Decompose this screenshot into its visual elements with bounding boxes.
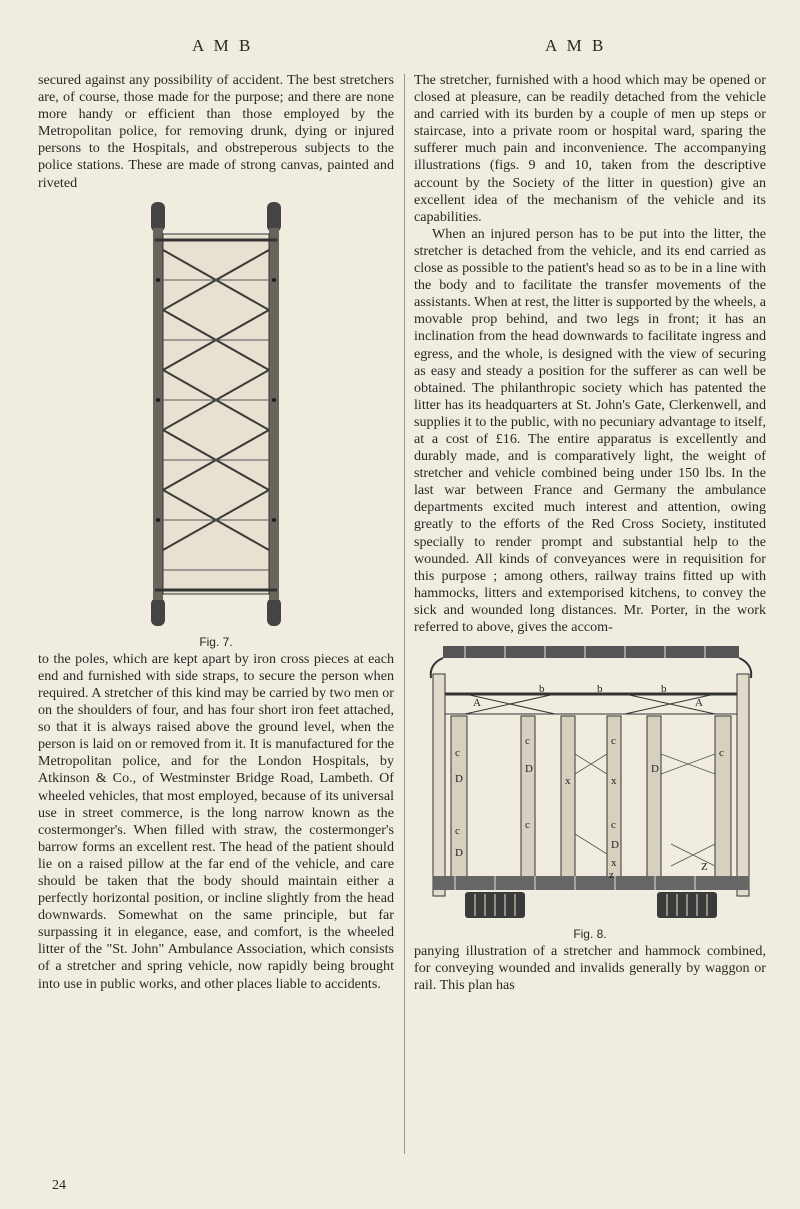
column-divider	[404, 74, 405, 1154]
fig8-label-x1: x	[565, 775, 571, 788]
fig8-label-A: A	[473, 697, 481, 710]
fig8-label-z: z	[609, 869, 614, 882]
fig8-label-x3: x	[611, 857, 617, 870]
fig8-label-c1: c	[455, 747, 460, 760]
fig8-label-b2: b	[597, 683, 603, 696]
fig8-label-c3: c	[611, 735, 616, 748]
fig8-label-c2: c	[525, 735, 530, 748]
figure-8-caption: Fig. 8.	[573, 927, 607, 942]
fig8-label-D3: D	[651, 763, 659, 776]
left-column	[38, 72, 394, 993]
left-paragraph-1: secured against any possibility of accident. The best stretchers are, of course, those made for the purpose; and there are none more handy or efficient than those employed by the Metropolitan police, for removing drunk, dying or injured persons to the Hospitals, and obstreperous subjects to the police stations. These are made of strong canvas, painted and riveted	[38, 72, 394, 191]
right-paragraph-1: The stretcher, furnished with a hood which may be opened or closed at pleasure, can be readily detached from the vehicle and carried with its burden by a couple of men up steps or staircase, into a private room or hospital ward, sparing the sufferer much pain and inconvenience. The accompanying illustrations (figs. 9 and 10, taken from the descriptive account by the Society of the litter in question) give an excellent idea of the mechanism of the vehicle and its capabilities.	[414, 72, 766, 225]
right-paragraph-3: panying illustration of a stretcher and hammock combined, for conveying wounded and invalids generally by waggon or rail. This plan has	[414, 943, 766, 994]
fig8-label-Z: Z	[701, 861, 708, 874]
running-header	[0, 36, 800, 60]
fig8-label-x2: x	[611, 775, 617, 788]
figure-7-stretcher	[141, 200, 291, 630]
fig8-label-c6: c	[525, 819, 530, 832]
fig8-label-b1: b	[539, 683, 545, 696]
left-paragraph-2: to the poles, which are kept apart by iron cross pieces at each end and furnished with side straps, to secure the person when required. A stretcher of this kind may be carried by two men or on the shoulders of four, and has four short iron feet attached, so that it is always raised above the ground level, when the person is laid on or removed from it. It is manufactured for the Metropolitan police, and for the London Hospitals, by Atkinson & Co., of Westminster Bridge Road, Lambeth. Of wheeled vehicles, that most employed, because of its universal use in street commerce, is the long narrow known as the costermonger's. When filled with straw, the costermonger's barrow forms an excellent rest. The head of the patient should lie on a raised pillow at the far end of the vehicle, and care should be taken that the body should maintain either a perfectly horizontal position, or incline slightly from the head downwards. Somewhat on the same principle, but far surpassing it in elegance, ease, and comfort, is the wheeled litter of the "St. John" Ambulance Association, which consists of a stretcher and spring vehicle, now rapidly being brought into use in public works, and other places liable to accidents.	[38, 650, 394, 992]
page-number: 24	[52, 1178, 66, 1193]
fig8-label-D4: D	[455, 847, 463, 860]
fig8-label-D5: D	[611, 839, 619, 852]
fig8-label-A2: A	[695, 697, 703, 710]
right-column	[414, 72, 766, 994]
header-right: A M B	[545, 36, 607, 55]
fig8-label-D2: D	[525, 763, 533, 776]
fig8-label-D1: D	[455, 773, 463, 786]
fig8-label-c7: c	[611, 819, 616, 832]
fig8-label-c4: c	[719, 747, 724, 760]
fig8-label-b3: b	[661, 683, 667, 696]
right-paragraph-2: When an injured person has to be put into the litter, the stretcher is detached from the vehicle, and its end carried as close as possible to the patient's head so as to be in a line with the body and to facilitate the transfer movements of the assistants. When at rest, the litter is supported by the wheels, a movable prop behind, and two legs in front; it has an inclination from the head downwards to facilitate ingress and egress, and the whole, is designed with the view of securing as easy and steady a position for the sufferer as can well be obtained. The philanthropic society which has patented the litter has its headquarters at St. John's Gate, Clerkenwell, and supplies it to the public, with no pecuniary advantage to itself, at a cost of £16. The entire apparatus is excellently and durably made, and is comparatively light, the weight of stretcher and vehicle combined being under 150 lbs. In the last war between France and Germany the ambulance departments excited much interest and attention, owing greatly to the efforts of the Red Cross Society, instituted specially to render prompt and substantial help to the wounded. All kinds of conveyances were in requisition for this purpose ; among others, railway trains fitted up with hammocks, litters and extemporised kitchens, to convey the sick and wounded long distances. Mr. Porter, in the work referred to above, gives the accom-	[414, 225, 767, 635]
figure-8-stretcher-hammock	[425, 644, 755, 922]
fig8-label-c5: c	[455, 825, 460, 838]
figure-7-caption: Fig. 7.	[199, 634, 233, 649]
header-left: A M B	[192, 36, 254, 55]
